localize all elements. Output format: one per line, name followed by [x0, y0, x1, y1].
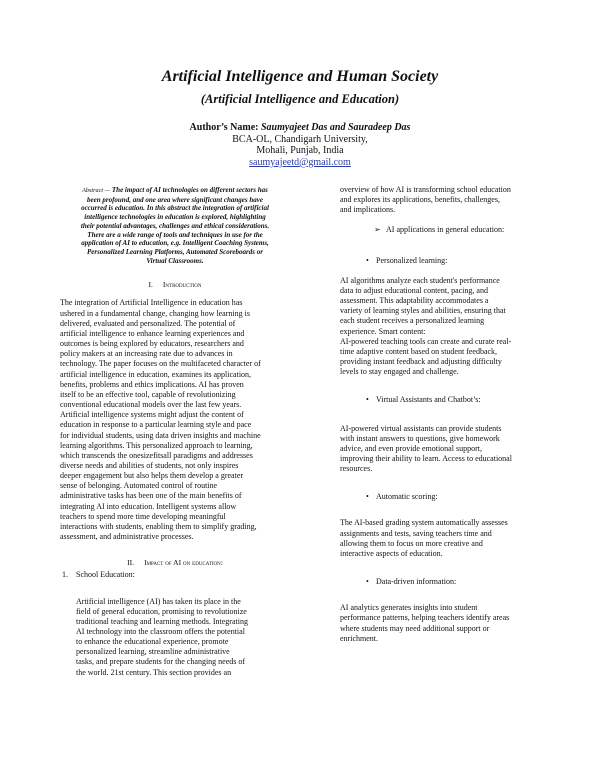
text-line: and implications.: [340, 205, 396, 215]
virtual-assistants-paragraph: [340, 424, 562, 475]
author-block: [0, 122, 600, 168]
bullet-icon: •: [366, 577, 369, 587]
text-line: the world. 21st century. This section provides an: [76, 667, 232, 677]
arrow-bullet-icon: ➢: [374, 225, 381, 235]
text-line: conventional educational models over the last few years.: [60, 400, 242, 410]
text-line: experience. Smart content:: [340, 326, 426, 336]
text-line: teachers to spend more time developing meaningful: [60, 511, 226, 521]
text-line: with instant answers to questions, give homework: [340, 433, 500, 443]
text-line: overview of how AI is transforming school education: [340, 185, 511, 194]
list-item-school-education: [60, 570, 290, 580]
text-line: Artificial intelligence systems might adjust the content of: [60, 410, 244, 420]
bullet-heading: Data-driven information:: [376, 577, 457, 587]
text-line: performance patterns, helping teachers identify areas: [340, 613, 510, 623]
abstract-line: occurred is education. In this abstract the integration of artificial: [81, 204, 269, 213]
text-line: outcomes is being explored by educators, researchers and: [60, 339, 244, 349]
bullet-icon: •: [366, 492, 369, 502]
personalized-learning-paragraph: [340, 276, 562, 378]
data-driven-paragraph: [340, 603, 562, 644]
text-line: benefits, problems and ethics implications. AI has proven: [60, 379, 244, 389]
text-line: ushered in a fundamental change, changing how learning is: [60, 308, 250, 318]
text-line: diverse needs and abilities of students, not only inspires: [60, 460, 239, 470]
school-education-paragraph: [60, 597, 290, 678]
abstract-line: There are a wide range of tools and techniques in use for the: [87, 230, 263, 239]
text-line: improving their ability to learn. Access to educational: [340, 453, 512, 463]
text-line: The AI-based grading system automatically assesses: [340, 518, 508, 528]
section-title: Impact of AI on education:: [144, 558, 223, 568]
abstract-line: their potential advantages, challenges and ethical considerations.: [80, 221, 270, 230]
author-email-link[interactable]: saumyajeetd@gmail.com: [249, 156, 351, 168]
text-line: AI technology into the classroom offers the potential: [76, 627, 245, 637]
abstract-line: Abstract — The impact of AI technologies on different sectors has: [82, 186, 268, 194]
text-line: enrichment.: [340, 633, 378, 643]
abstract-label: Abstract —: [82, 187, 111, 194]
text-line: variety of learning styles and abilities, ensuring that: [340, 306, 506, 316]
bullet-heading: Automatic scoring:: [376, 492, 438, 502]
text-line: sense of belonging. Automated control of routine: [60, 481, 218, 491]
text-line: Artificial intelligence (AI) has taken its place in the: [76, 596, 241, 606]
left-column: [60, 186, 290, 678]
text-line: artificial intelligence to enhance learning experiences and: [60, 328, 245, 338]
paper-subtitle: (Artificial Intelligence and Education): [200, 92, 400, 106]
arrow-list-item: [340, 225, 562, 235]
text-line: time adaptive content based on student feedback,: [340, 346, 498, 356]
text-line: administrative tasks has been one of the main benefits of: [60, 491, 242, 501]
text-line: deeper engagement but also helps them develop a greater: [60, 471, 244, 481]
abstract-line: Virtual Classrooms.: [146, 256, 204, 265]
text-line: where students may need additional support or: [340, 623, 490, 633]
text-line: delivered, evaluated and personalized. The potential of: [60, 318, 236, 328]
right-column: [340, 185, 562, 644]
overview-paragraph: [340, 185, 562, 215]
text-line: allowing them to focus on more creative and: [340, 538, 483, 548]
automatic-scoring-paragraph: [340, 518, 562, 559]
section-title: Introduction: [162, 280, 202, 290]
list-item-label: School Education:: [76, 570, 135, 580]
text-line: The integration of Artificial Intelligence in education has: [60, 298, 243, 308]
text-line: assessment. This adaptability accommodates a: [340, 296, 489, 306]
text-line: policy makers at an increasing rate due to advances in: [60, 349, 233, 359]
section-heading-intro: [60, 280, 290, 290]
text-line: AI-powered virtual assistants can provide students: [340, 423, 502, 433]
section-number: I.: [148, 280, 153, 290]
section-number: II.: [127, 558, 135, 568]
text-line: artificial intelligence in education, examines its application,: [60, 369, 252, 379]
text-line: each student receives a personalized learning: [340, 316, 485, 326]
author-affiliation: BCA-OL, Chandigarh University,: [232, 133, 368, 145]
text-line: personalized learning, streamline administrative: [76, 647, 230, 657]
bullet-personalized-learning: [340, 256, 562, 266]
bullet-icon: •: [366, 255, 369, 265]
text-line: data to adjust educational content, pacing, and: [340, 285, 488, 295]
text-line: itself to be an effective tool, capable of revolutionizing: [60, 389, 236, 399]
text-line: AI analytics generates insights into student: [340, 603, 478, 613]
text-line: learning algorithms. This personalized approach to learning,: [60, 440, 253, 450]
abstract-line: Personalized Learning Platforms, Automated Scoreboards or: [87, 247, 263, 256]
text-line: tasks, and prepare students for the changing needs of: [76, 657, 246, 667]
bullet-icon: •: [366, 395, 369, 405]
text-line: resources.: [340, 464, 373, 474]
text-line: interactions with students, enabling them to simplify grading,: [60, 521, 257, 531]
bullet-automatic-scoring: [340, 492, 562, 502]
text-line: AI-powered teaching tools can create and curate real-: [340, 336, 512, 346]
bullet-virtual-assistants: [340, 395, 562, 405]
text-line: advice, and even provide emotional support,: [340, 443, 482, 453]
bullet-data-driven: [340, 577, 562, 587]
bullet-heading: Virtual Assistants and Chatbot’s:: [376, 395, 481, 405]
author-names: Saumyajeet Das and Sauradeep Das: [261, 122, 411, 133]
abstract-line: application of AI to education, e.g. Intelligent Coaching Systems,: [81, 239, 269, 248]
text-line: for individual students, using data driven insights and machine: [60, 430, 261, 440]
text-line: technology. The paper focuses on the multifaceted character of: [60, 359, 261, 369]
text-line: to enhance the educational experience, promote: [76, 637, 229, 647]
intro-paragraph: [60, 298, 290, 542]
text-line: assignments and tests, saving teachers time and: [340, 528, 492, 538]
text-line: and explores its applications, benefits, challenges,: [340, 195, 500, 205]
paper-title: Artificial Intelligence and Human Society: [161, 68, 439, 85]
text-line: education in response to a particular learning style and pace: [60, 420, 252, 430]
text-line: assessment, and administrative processes.: [60, 532, 194, 542]
author-location: Mohali, Punjab, India: [256, 145, 344, 157]
author-label: Author’s Name:: [189, 122, 259, 133]
abstract-line: been profound, and one area where significant changes have: [87, 195, 263, 204]
text-line: AI algorithms analyze each student's performance: [340, 275, 500, 285]
section-heading-impact: [60, 558, 290, 568]
text-line: field of general education, promising to revolutionize: [76, 606, 247, 616]
abstract-line: intelligence technologies in education is explored, highlighting: [84, 213, 266, 222]
bullet-heading: Personalized learning:: [376, 255, 448, 265]
list-item-number: 1.: [62, 570, 68, 580]
abstract: [60, 186, 290, 265]
text-line: which transcends the onesizefitsall paradigms and addresses: [60, 450, 253, 460]
text-line: traditional teaching and learning methods. Integrating: [76, 616, 248, 626]
text-line: levels to stay engaged and challenge.: [340, 367, 459, 377]
arrow-item-text: AI applications in general education:: [386, 225, 505, 235]
text-line: interactive aspects of education.: [340, 548, 443, 558]
author-line: [0, 122, 600, 134]
text-line: providing instant feedback and adjusting difficulty: [340, 357, 502, 367]
text-line: integrating AI into education. Intelligent systems allow: [60, 501, 237, 511]
